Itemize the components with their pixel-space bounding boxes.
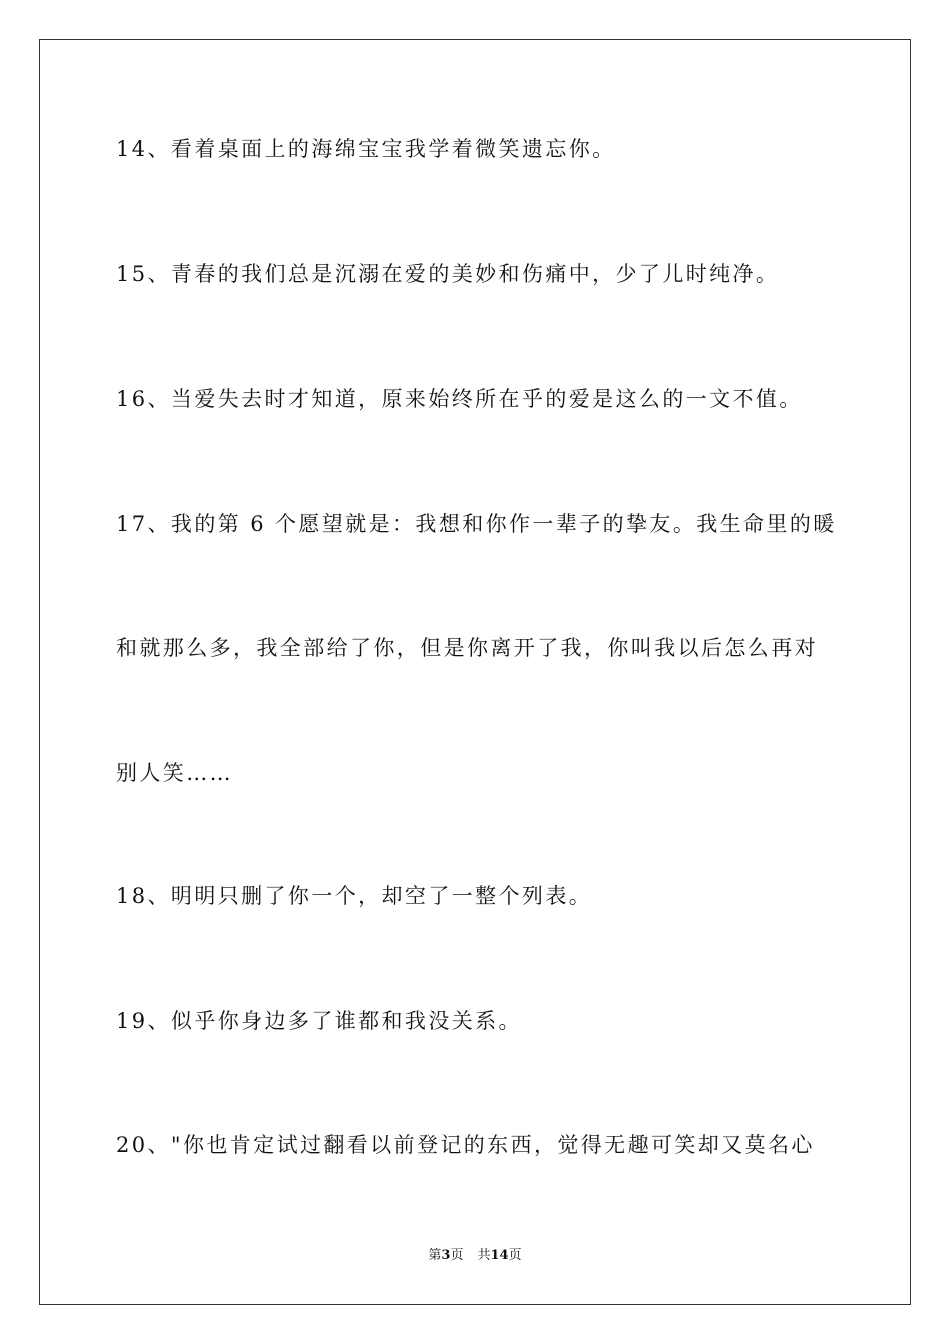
text-line-18: 18、明明只删了你一个，却空了一整个列表。 bbox=[116, 884, 593, 908]
footer-page-number: 3 bbox=[441, 1248, 451, 1263]
text-line-17-cont-1: 和就那么多，我全部给了你，但是你离开了我，你叫我以后怎么再对 bbox=[116, 636, 818, 660]
text-line-20: 20、"你也肯定试过翻看以前登记的东西，觉得无趣可笑却又莫名心 bbox=[116, 1133, 815, 1157]
page-border bbox=[39, 39, 911, 1305]
text-line-16: 16、当爱失去时才知道，原来始终所在乎的爱是这么的一文不值。 bbox=[116, 387, 803, 411]
footer-page-suffix: 页 bbox=[450, 1248, 464, 1263]
footer-total-prefix: 共 bbox=[477, 1248, 491, 1263]
text-line-17-cont-2: 别人笑…… bbox=[116, 761, 233, 785]
footer-total-number: 14 bbox=[490, 1248, 509, 1263]
page-footer bbox=[0, 1247, 950, 1265]
footer-total-suffix: 页 bbox=[508, 1248, 522, 1263]
footer-page-prefix: 第 bbox=[428, 1248, 442, 1263]
text-line-19: 19、似乎你身边多了谁都和我没关系。 bbox=[116, 1009, 522, 1033]
text-line-14: 14、看着桌面上的海绵宝宝我学着微笑遗忘你。 bbox=[116, 137, 616, 161]
text-line-17: 17、我的第 6 个愿望就是：我想和你作一辈子的挚友。我生命里的暖 bbox=[116, 512, 837, 536]
text-line-15: 15、青春的我们总是沉溺在爱的美妙和伤痛中，少了儿时纯净。 bbox=[116, 262, 780, 286]
